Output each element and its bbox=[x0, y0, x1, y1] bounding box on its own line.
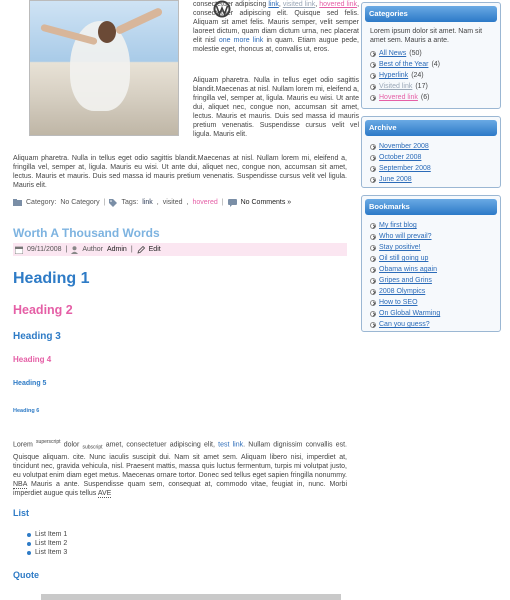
post-paragraph-3: Aliquam pharetra. Nulla in tellus eget odio sagittis blandit.Maecenas at nisl. Nullam lorem mi, eleifend a, fringilla vel, semper at, ligula. Mauris eu wisi. Ut ante dui, aliquet nec, congue non, accumsan sit amet, lectus. Mauris et mauris. Duis sed massa id mauris pretium venenatis. Suspendisse cursus velit vel ligula. Mauris elit. bbox=[13, 155, 347, 189]
tag-hovered[interactable]: hovered bbox=[192, 199, 218, 206]
category-label: Category: bbox=[26, 199, 57, 206]
categories-intro: Lorem ipsum dolor sit amet. Nam sit amet sem. Mauris a ante. bbox=[370, 28, 483, 44]
author-label: Author bbox=[82, 246, 103, 253]
calendar-icon bbox=[15, 246, 23, 254]
bookmark-item[interactable] bbox=[370, 319, 492, 330]
author-link[interactable]: Admin bbox=[106, 246, 127, 253]
category-item-count: (50) bbox=[409, 50, 422, 57]
separator: | bbox=[221, 199, 224, 206]
post-paragraph-1 bbox=[193, 0, 359, 54]
bookmark-item-link[interactable]: How to SEO bbox=[379, 299, 418, 306]
bookmark-item[interactable] bbox=[370, 308, 492, 319]
tag-link[interactable]: link bbox=[142, 199, 153, 206]
bookmark-item[interactable] bbox=[370, 220, 492, 231]
post-title[interactable]: Worth A Thousand Words bbox=[13, 226, 160, 240]
widget-title: Categories bbox=[365, 6, 497, 22]
bookmark-item-link[interactable]: 2008 Olympics bbox=[379, 288, 426, 295]
archive-list bbox=[370, 141, 492, 185]
bookmark-item[interactable] bbox=[370, 264, 492, 275]
list-heading: List bbox=[13, 508, 30, 518]
widget-body bbox=[362, 136, 500, 189]
hovered-link[interactable]: hovered link bbox=[319, 1, 358, 8]
archive-widget bbox=[361, 116, 501, 188]
text-run: dolor bbox=[60, 441, 83, 449]
heading-6: Heading 6 bbox=[13, 408, 40, 414]
subscript-text: subscript bbox=[82, 444, 103, 451]
heading-2: Heading 2 bbox=[13, 303, 73, 317]
post-image bbox=[29, 0, 179, 136]
category-item-count: (24) bbox=[411, 72, 424, 79]
separator: | bbox=[103, 199, 106, 206]
comma: , bbox=[156, 199, 159, 206]
text-run: Lorem bbox=[13, 441, 37, 449]
text-run: in quam. Etiam augue pede, molestie eget, rhoncus at, convallis ut, eros. bbox=[193, 37, 359, 53]
edit-link[interactable]: Edit bbox=[148, 246, 161, 253]
abbreviation-nba: NBA bbox=[13, 480, 28, 488]
arrow-bullet-icon bbox=[370, 322, 376, 328]
bookmark-item[interactable] bbox=[370, 242, 492, 253]
list-item-label: List Item 1 bbox=[35, 531, 68, 538]
bookmark-item-link[interactable]: Who will prevail? bbox=[379, 233, 432, 240]
arrow-bullet-icon bbox=[370, 51, 376, 57]
comma: , bbox=[186, 199, 189, 206]
comments-link[interactable]: No Comments » bbox=[240, 199, 292, 206]
bookmark-item-link[interactable]: Obama wins again bbox=[379, 266, 437, 273]
list-item bbox=[27, 548, 67, 557]
bookmark-item-link[interactable]: On Global Warming bbox=[379, 310, 441, 317]
archive-item-link[interactable]: November 2008 bbox=[379, 143, 429, 150]
category-item[interactable] bbox=[370, 59, 492, 70]
widget-title: Bookmarks bbox=[365, 199, 497, 215]
category-link[interactable]: No Category bbox=[60, 199, 100, 206]
visited-link[interactable]: visited link bbox=[282, 1, 316, 8]
bookmark-item[interactable] bbox=[370, 297, 492, 308]
archive-item-link[interactable]: June 2008 bbox=[379, 176, 412, 183]
arrow-bullet-icon bbox=[370, 155, 376, 161]
category-item-link[interactable]: Best of the Year bbox=[379, 61, 429, 68]
post-meta bbox=[13, 197, 347, 208]
bookmark-item-link[interactable]: Can you guess? bbox=[379, 321, 430, 328]
tags-label: Tags: bbox=[121, 199, 139, 206]
archive-item[interactable] bbox=[370, 141, 492, 152]
bookmarks-widget bbox=[361, 195, 501, 332]
bookmark-item[interactable] bbox=[370, 231, 492, 242]
inline-link[interactable]: link bbox=[268, 1, 279, 8]
heading-5: Heading 5 bbox=[13, 380, 47, 387]
widget-body bbox=[362, 215, 500, 334]
arrow-bullet-icon bbox=[370, 245, 376, 251]
post-date: 09/11/2008 bbox=[27, 246, 62, 253]
arrow-bullet-icon bbox=[370, 300, 376, 306]
arrow-bullet-icon bbox=[370, 166, 376, 172]
arrow-bullet-icon bbox=[370, 234, 376, 240]
arrow-bullet-icon bbox=[370, 267, 376, 273]
folder-icon bbox=[13, 199, 22, 206]
category-item-link[interactable]: Visited link bbox=[379, 83, 413, 90]
text-run: amet, consectetuer adipiscing elit, bbox=[102, 441, 219, 449]
bullet-icon bbox=[27, 551, 31, 555]
category-item-count: (4) bbox=[431, 61, 440, 68]
abbreviation-ave: AVE bbox=[97, 489, 112, 497]
bookmark-item[interactable] bbox=[370, 286, 492, 297]
category-item-link[interactable]: All News bbox=[379, 50, 407, 57]
test-link[interactable]: test link bbox=[218, 441, 244, 449]
bookmark-item-link[interactable]: Oil still going up bbox=[379, 255, 429, 262]
category-item[interactable] bbox=[370, 92, 492, 103]
pencil-icon bbox=[137, 246, 145, 254]
arrow-bullet-icon bbox=[370, 73, 376, 79]
widget-body bbox=[362, 22, 500, 107]
category-item-link[interactable]: Hyperlink bbox=[379, 72, 409, 79]
category-item-count: (17) bbox=[415, 83, 428, 90]
archive-item-link[interactable]: September 2008 bbox=[379, 165, 431, 172]
superscript-text: superscript bbox=[36, 439, 61, 445]
text-run: , consectetuer adipiscing elit. Quisque sed felis. Aliquam sit amet felis. Mauris semper, velit semper laoreet dictum, quam diam dictum urna, nec placerat elit nisl bbox=[193, 1, 360, 44]
bullet-icon bbox=[27, 542, 31, 546]
image-arm-right bbox=[115, 7, 164, 35]
user-icon bbox=[71, 246, 78, 254]
list-item bbox=[27, 539, 67, 548]
one-more-link[interactable]: one more link bbox=[218, 37, 264, 44]
categories-widget bbox=[361, 2, 501, 109]
tag-visited[interactable]: visited bbox=[162, 199, 183, 206]
category-item-count: (6) bbox=[420, 94, 430, 101]
arrow-bullet-icon bbox=[370, 144, 376, 150]
arrow-bullet-icon bbox=[370, 95, 376, 101]
comment-icon bbox=[228, 199, 237, 207]
image-head bbox=[98, 21, 116, 43]
list-item-label: List Item 3 bbox=[35, 549, 68, 556]
arrow-bullet-icon bbox=[370, 289, 376, 295]
quote-heading: Quote bbox=[13, 570, 39, 580]
archive-item[interactable] bbox=[370, 174, 492, 185]
post-info-bar bbox=[13, 243, 347, 256]
blockquote bbox=[41, 594, 341, 600]
arrow-bullet-icon bbox=[370, 84, 376, 90]
post-paragraph-2: Aliquam pharetra. Nulla in tellus eget odio sagittis blandit.Maecenas at nisl. Nullam lorem mi, eleifend a, fringilla vel, semper at, ligula. Mauris eu wisi. Ut ante dui, aliquet nec, congue non, accumsan sit amet, lectus. Mauris et mauris. Duis sed massa id mauris pretium venenatis. Suspendisse cursus velit vel ligula. Mauris elit. bbox=[193, 77, 359, 138]
category-item[interactable] bbox=[370, 70, 492, 81]
list-item-label: List Item 2 bbox=[35, 540, 68, 547]
archive-item[interactable] bbox=[370, 152, 492, 163]
bullet-icon bbox=[27, 533, 31, 537]
category-item[interactable] bbox=[370, 48, 492, 59]
heading-1: Heading 1 bbox=[13, 270, 90, 287]
categories-list bbox=[370, 48, 492, 103]
archive-item-link[interactable]: October 2008 bbox=[379, 154, 422, 161]
typography-paragraph bbox=[13, 438, 347, 498]
tag-icon bbox=[109, 199, 117, 207]
separator: | bbox=[130, 246, 133, 253]
widget-title: Archive bbox=[365, 120, 497, 136]
heading-3: Heading 3 bbox=[13, 331, 61, 342]
text-run: Mauris a ante. Suspendisse quam sem, consequat at, commodo vitae, feugiat in, nunc. Morbi imperdiet augue quis tellus bbox=[13, 480, 347, 497]
bookmarks-list bbox=[370, 220, 492, 330]
arrow-bullet-icon bbox=[370, 223, 376, 229]
archive-item[interactable] bbox=[370, 163, 492, 174]
bookmark-item-link[interactable]: Gripes and Grins bbox=[379, 277, 432, 284]
text-run: consectetuer adipiscing bbox=[193, 1, 269, 8]
heading-4: Heading 4 bbox=[13, 355, 52, 364]
arrow-bullet-icon bbox=[370, 311, 376, 317]
category-item-link[interactable]: Hovered link bbox=[379, 94, 418, 101]
text-run: . Nullam dignissim convallis est. Quisque aliquam. cite. Nunc iaculis suscipit dui. Nam sit amet sem. Aliquam libero nisi, imperdiet at, tincidunt nec, gravida vehicula, nisl. Praesent mattis, massa quis luctus fermentum, turpis mi volutpat justo, eu volutpat enim diam eget metus. Maecenas ornare tortor. Donec sed tellus eget sapien fringilla nonummy. bbox=[13, 441, 347, 479]
bookmark-item[interactable] bbox=[370, 253, 492, 264]
bookmark-item[interactable] bbox=[370, 275, 492, 286]
bookmark-item-link[interactable]: Stay positive! bbox=[379, 244, 421, 251]
arrow-bullet-icon bbox=[370, 177, 376, 183]
category-item[interactable] bbox=[370, 81, 492, 92]
bookmark-item-link[interactable]: My first blog bbox=[379, 222, 417, 229]
arrow-bullet-icon bbox=[370, 278, 376, 284]
text-run: , bbox=[315, 1, 320, 8]
content-list bbox=[27, 530, 67, 557]
separator: | bbox=[65, 246, 68, 253]
arrow-bullet-icon bbox=[370, 256, 376, 262]
list-item bbox=[27, 530, 67, 539]
text-run: , bbox=[278, 1, 283, 8]
arrow-bullet-icon bbox=[370, 62, 376, 68]
